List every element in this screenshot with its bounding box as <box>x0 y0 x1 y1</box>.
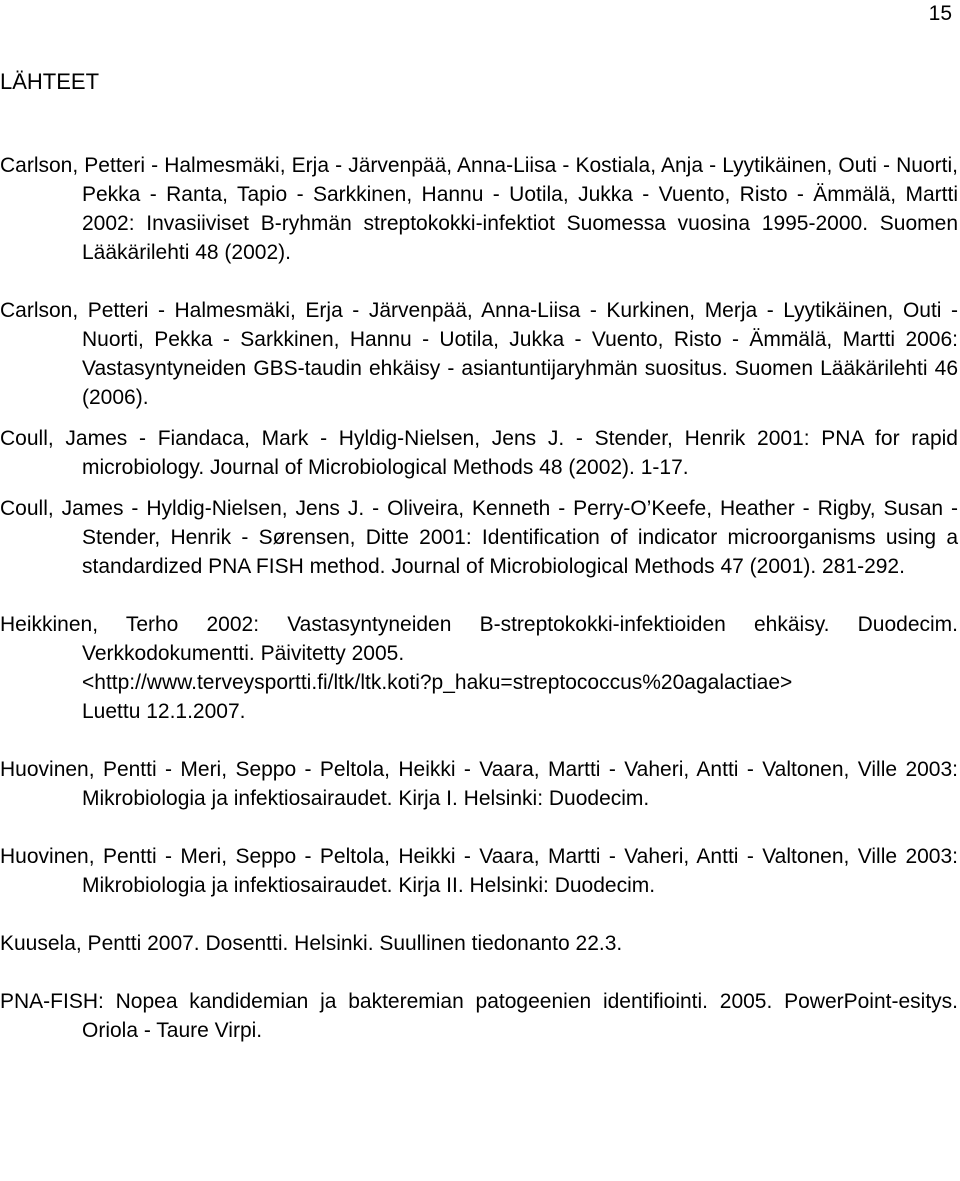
page-heading: LÄHTEET <box>0 69 100 94</box>
reference-item: Carlson, Petteri - Halmesmäki, Erja - Järvenpää, Anna-Liisa - Kurkinen, Merja - Lyytikäinen, Outi - Nuorti, Pekka - Sarkkinen, Hannu - Uotila, Jukka - Vuento, Risto - Ämmälä, Martti 2006: Vastasyntyneiden GBS-taudin ehkäisy - asiantuntijaryhmän suositus. Suomen Lääkärilehti 46 (2006). <box>0 299 958 409</box>
reference-item: Huovinen, Pentti - Meri, Seppo - Peltola, Heikki - Vaara, Martti - Vaheri, Antti - Valtonen, Ville 2003: Mikrobiologia ja infektiosairaudet. Kirja II. Helsinki: Duodecim. <box>0 845 958 897</box>
page-number: 15 <box>928 2 952 25</box>
reference-item: Carlson, Petteri - Halmesmäki, Erja - Järvenpää, Anna-Liisa - Kostiala, Anja - Lyytikäinen, Outi - Nuorti, Pekka - Ranta, Tapio - Sarkkinen, Hannu - Uotila, Jukka - Vuento, Risto - Ämmälä, Martti 2002: Invasiiviset B-ryhmän streptokokki-infektiot Suomessa vuosina 1995-2000. Suomen Lääkärilehti 48 (2002). <box>0 154 958 264</box>
reference-list <box>0 151 958 1074</box>
reference-item: Kuusela, Pentti 2007. Dosentti. Helsinki. Suullinen tiedonanto 22.3. <box>0 932 623 955</box>
reference-item: PNA-FISH: Nopea kandidemian ja bakteremian patogeenien identifiointi. 2005. PowerPoint-esitys. Oriola - Taure Virpi. <box>0 990 958 1042</box>
reference-item: Coull, James - Fiandaca, Mark - Hyldig-Nielsen, Jens J. - Stender, Henrik 2001: PNA for rapid microbiology. Journal of Microbiological Methods 48 (2002). 1-17. <box>0 427 958 479</box>
reference-item: Heikkinen, Terho 2002: Vastasyntyneiden B-streptokokki-infektioiden ehkäisy. Duodecim. Verkkodokumentti. Päivitetty 2005. <http://www.terveysportti.fi/ltk/ltk.koti?p_haku=streptococcus%20agalactiae> Luettu 12.1.2007. <box>0 613 958 723</box>
reference-item: Coull, James - Hyldig-Nielsen, Jens J. - Oliveira, Kenneth - Perry-O’Keefe, Heather - Rigby, Susan - Stender, Henrik - Sørensen, Ditte 2001: Identification of indicator microorganisms using a standardized PNA FISH method. Journal of Microbiological Methods 47 (2001). 281-292. <box>0 497 958 578</box>
reference-item: Huovinen, Pentti - Meri, Seppo - Peltola, Heikki - Vaara, Martti - Vaheri, Antti - Valtonen, Ville 2003: Mikrobiologia ja infektiosairaudet. Kirja I. Helsinki: Duodecim. <box>0 758 958 810</box>
